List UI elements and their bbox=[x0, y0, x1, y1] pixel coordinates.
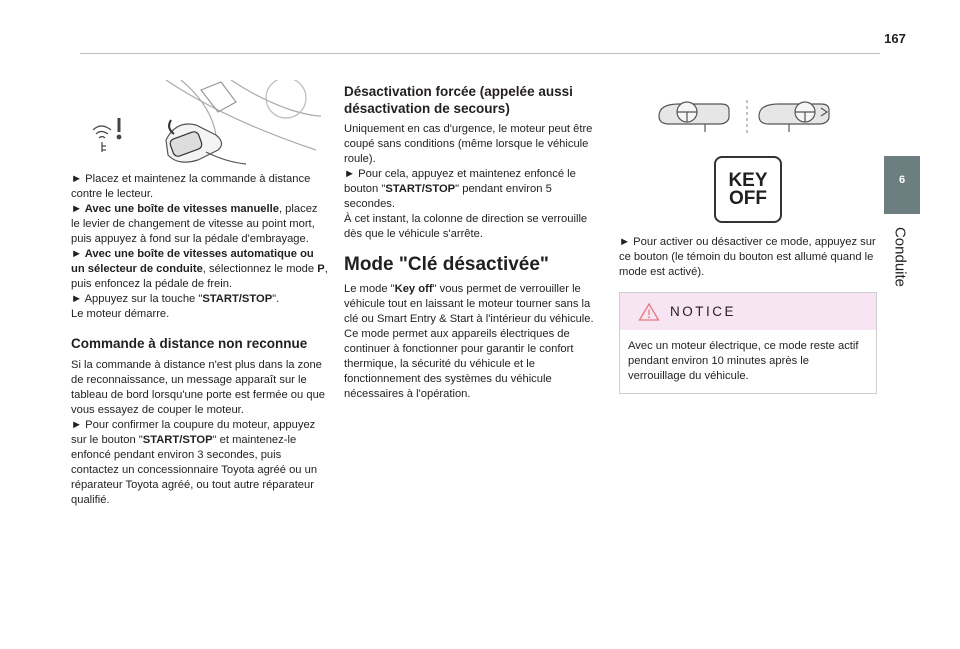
forced-deactivation-text: Uniquement en cas d'urgence, le moteur peut être coupé sans conditions (même lorsque le véhicule roule). bbox=[344, 123, 593, 165]
steering-wheel-positions-image bbox=[619, 80, 877, 152]
notice-text: Avec un moteur électrique, ce mode reste actif pendant environ 10 minutes après le verrouillage du véhicule. bbox=[628, 340, 859, 382]
forced-deactivation-instruction: ► Pour cela, appuyez et maintenez enfoncé le bouton "START/STOP" pendant environ 5 secondes. bbox=[344, 168, 576, 210]
instruction-manual-gearbox: ► Avec une boîte de vitesses manuelle, placez le levier de changement de vitesse au point mort, puis appuyez à fond sur la pédale d'embrayage. bbox=[71, 203, 318, 245]
notice-box bbox=[619, 292, 877, 394]
instruction-press-start: ► Appuyez sur la touche "START/STOP". bbox=[71, 293, 280, 305]
column-left bbox=[71, 80, 329, 508]
key-off-mode-text: Le mode "Key off" vous permet de verrouiller le véhicule tout en laissant le moteur tourner sans la clé ou Smart Entry & Start à l'intérieur du véhicule. bbox=[344, 283, 594, 325]
key-off-purpose-text: Ce mode permet aux appareils électriques de continuer à fonctionner pour garantir le confort thermique, la sécurité du véhicule et le fonctionnement des systèmes du véhicule nécessaires à l'opération. bbox=[344, 328, 574, 400]
confirm-shutdown-text: ► Pour confirmer la coupure du moteur, appuyez sur le bouton "START/STOP" et maintenez-le enfoncé pendant environ 3 secondes, puis contactez un concessionnaire Toyota agréé ou un réparateur Toyota agréé, ou tout autre réparateur qualifié. bbox=[71, 419, 318, 506]
heading-remote-not-recognised: Commande à distance non reconnue bbox=[71, 336, 308, 351]
heading-forced-deactivation: Désactivation forcée (appelée aussi désactivation de secours) bbox=[344, 84, 573, 116]
key-off-label-line2: OFF bbox=[729, 187, 767, 209]
key-fob-illustration bbox=[71, 80, 329, 168]
chapter-title bbox=[880, 222, 920, 292]
steering-wheels-illustration bbox=[619, 80, 877, 152]
steering-lock-text: À cet instant, la colonne de direction se verrouille dès que le véhicule s'arrête. bbox=[344, 213, 588, 240]
chapter-tab[interactable]: 6 bbox=[884, 156, 920, 214]
instruction-automatic-gearbox: ► Avec une boîte de vitesses automatique ou un sélecteur de conduite, sélectionnez le mode P, puis enfoncez la pédale de frein. bbox=[71, 248, 328, 290]
header-rule bbox=[80, 53, 880, 54]
engine-starts-text: Le moteur démarre. bbox=[71, 308, 170, 320]
key-off-label-line1: KEY bbox=[728, 169, 768, 191]
chapter-title-label: Conduite bbox=[891, 226, 909, 288]
key-off-button[interactable] bbox=[714, 156, 782, 223]
remote-not-recognised-text: Si la commande à distance n'est plus dans la zone de reconnaissance, un message apparaît sur le tableau de bord lorsqu'une porte est fermée ou que vous essayez de couper le moteur. bbox=[71, 359, 326, 416]
column-middle bbox=[344, 80, 602, 402]
notice-title: NOTICE bbox=[670, 304, 737, 319]
steering-column-image bbox=[71, 80, 329, 168]
notice-header bbox=[620, 293, 876, 330]
heading-key-off-mode: Mode "Clé désactivée" bbox=[344, 254, 549, 275]
key-off-activate-instruction: ► Pour activer ou désactiver ce mode, appuyez sur ce bouton (le témoin du bouton est allumé quand le mode est activé). bbox=[619, 236, 876, 278]
key-warning-icon bbox=[93, 118, 121, 152]
column-right bbox=[619, 80, 877, 394]
warning-triangle-icon bbox=[638, 302, 660, 322]
instruction-hold-fob: ► Placez et maintenez la commande à distance contre le lecteur. bbox=[71, 173, 311, 200]
page-number: 167 bbox=[884, 31, 906, 46]
